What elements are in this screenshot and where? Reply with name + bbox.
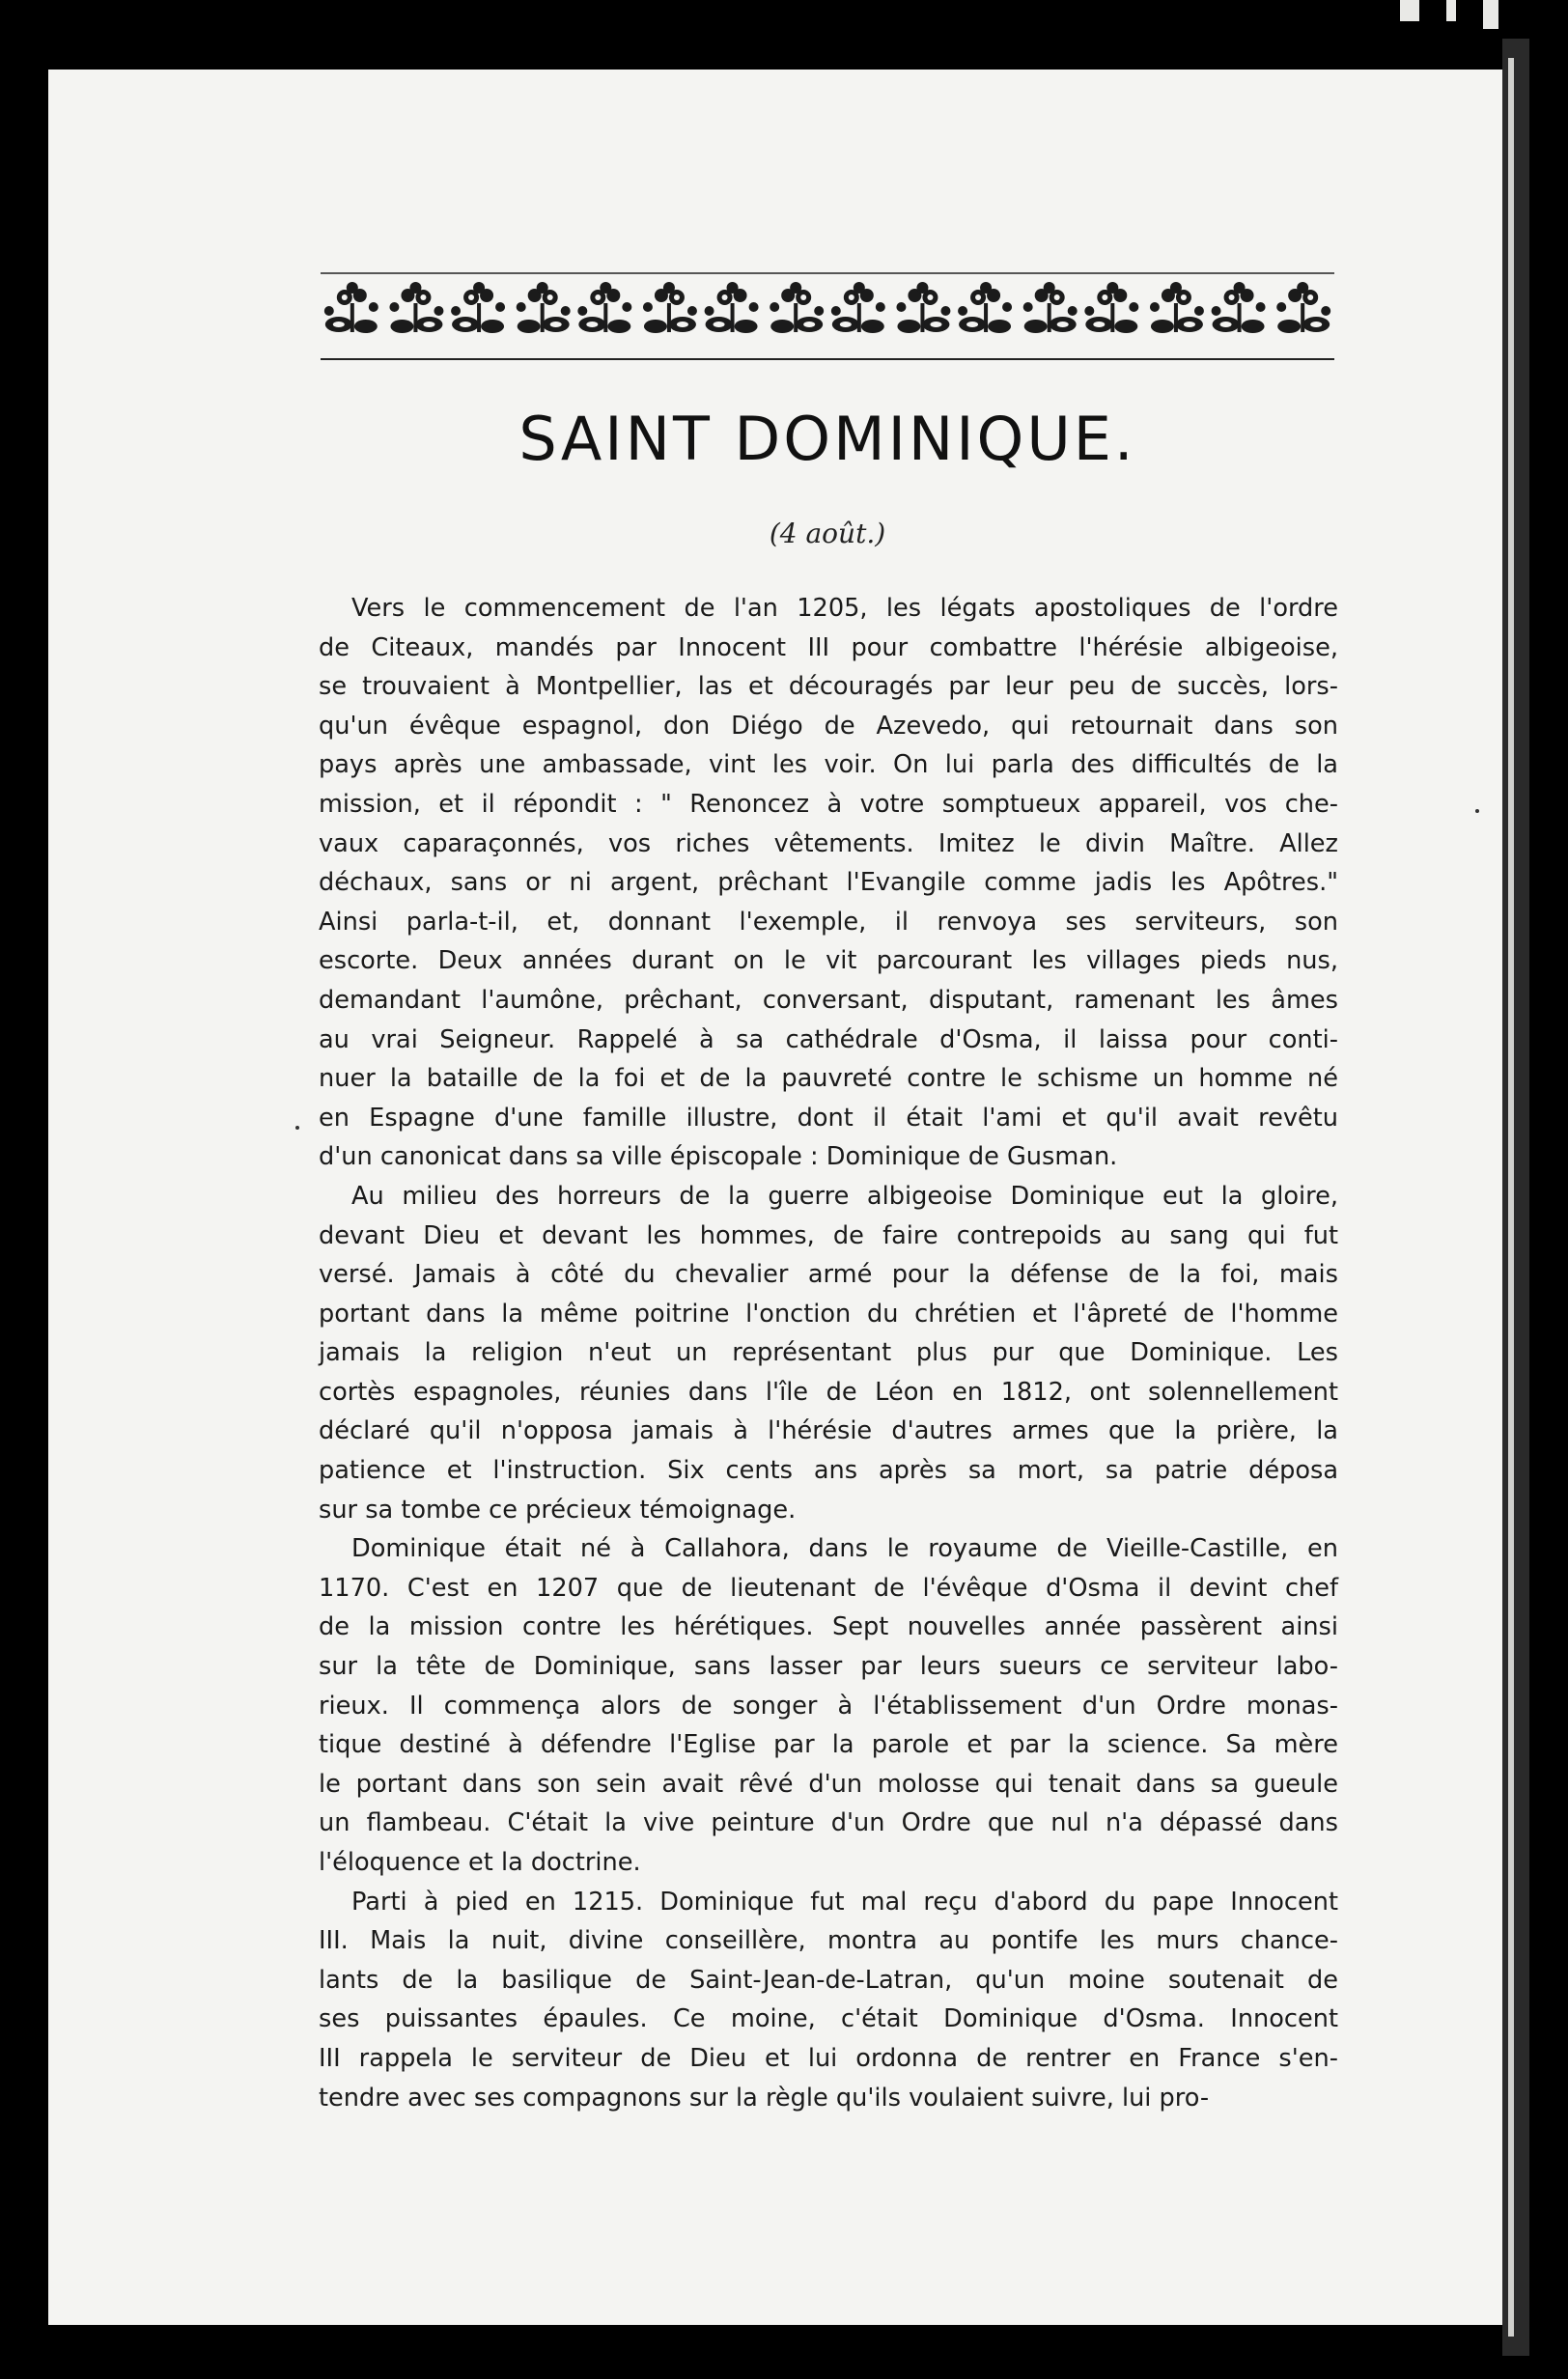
floral-motif bbox=[1150, 282, 1204, 333]
paragraph bbox=[319, 589, 1338, 1177]
text-line: de la mission contre les hérétiques. Sept nouvelles année passèrent ainsi bbox=[319, 1612, 1338, 1642]
text-line: patience et l'instruction. Six cents ans après sa mort, sa patrie déposa bbox=[319, 1456, 1338, 1486]
text-line: portant dans la même poitrine l'onction du chrétien et l'âpreté de l'homme bbox=[319, 1299, 1338, 1329]
text-line: rieux. Il commença alors de songer à l'établissement d'un Ordre monas- bbox=[319, 1691, 1338, 1721]
text-line: déchaux, sans or ni argent, prêchant l'Evangile comme jadis les Apôtres." bbox=[319, 868, 1338, 898]
floral-motif bbox=[324, 282, 378, 333]
floral-motif bbox=[705, 282, 759, 333]
feast-date: (4 août.) bbox=[769, 518, 886, 549]
floral-motif bbox=[1276, 282, 1330, 333]
scan-artifact bbox=[1446, 0, 1456, 21]
text-line: cortès espagnoles, réunies dans l'île de Léon en 1812, ont solennellement bbox=[319, 1377, 1338, 1407]
text-line: escorte. Deux années durant on le vit parcourant les villages pieds nus, bbox=[319, 946, 1338, 976]
paragraph bbox=[319, 1883, 1338, 2118]
floral-motif bbox=[1084, 282, 1138, 333]
floral-ornament-band bbox=[321, 270, 1334, 363]
page-edge bbox=[1508, 58, 1514, 2337]
text-line: III rappela le serviteur de Dieu et lui ordonna de rentrer en France s'en- bbox=[319, 2043, 1338, 2073]
text-line: au vrai Seigneur. Rappelé à sa cathédrale d'Osma, il laissa pour conti- bbox=[319, 1024, 1338, 1054]
text-line: tique destiné à défendre l'Eglise par la parole et par la science. Sa mère bbox=[319, 1730, 1338, 1760]
text-line: lants de la basilique de Saint-Jean-de-Latran, qu'un moine soutenait de bbox=[319, 1965, 1338, 1995]
scan-artifact bbox=[1483, 0, 1498, 29]
floral-motif bbox=[517, 282, 571, 333]
floral-motif bbox=[1212, 282, 1266, 333]
text-line: de Citeaux, mandés par Innocent III pour combattre l'hérésie albigeoise, bbox=[319, 632, 1338, 662]
text-line: jamais la religion n'eut un représentant plus pur que Dominique. Les bbox=[319, 1338, 1338, 1368]
text-line: d'un canonicat dans sa ville épiscopale : Dominique de Gusman. bbox=[319, 1142, 1118, 1172]
paragraph bbox=[319, 1529, 1338, 1882]
page-title: SAINT DOMINIQUE. bbox=[518, 404, 1136, 474]
article-body bbox=[319, 589, 1338, 2117]
text-line: demandant l'aumône, prêchant, conversant, disputant, ramenant les âmes bbox=[319, 985, 1338, 1015]
text-line: un flambeau. C'était la vive peinture d'un Ordre que nul n'a dépassé dans bbox=[319, 1808, 1338, 1838]
text-line: en Espagne d'une famille illustre, dont il était l'ami et qu'il avait revêtu bbox=[319, 1103, 1338, 1133]
floral-motif bbox=[389, 282, 443, 333]
text-line: Dominique était né à Callahora, dans le royaume de Vieille-Castille, en bbox=[351, 1534, 1338, 1564]
floral-motif bbox=[958, 282, 1012, 333]
text-line: Parti à pied en 1215. Dominique fut mal reçu d'abord du pape Innocent bbox=[351, 1887, 1338, 1917]
floral-motif bbox=[770, 282, 824, 333]
text-line: vaux caparaçonnés, vos riches vêtements. Imitez le divin Maître. Allez bbox=[319, 828, 1338, 858]
paragraph bbox=[319, 1177, 1338, 1529]
text-line: le portant dans son sein avait rêvé d'un molosse qui tenait dans sa gueule bbox=[319, 1769, 1338, 1799]
page-edge-shadow bbox=[1502, 39, 1529, 2356]
floral-motif bbox=[896, 282, 950, 333]
floral-motif bbox=[1023, 282, 1078, 333]
text-line: devant Dieu et devant les hommes, de faire contrepoids au sang qui fut bbox=[319, 1220, 1338, 1250]
text-line: l'éloquence et la doctrine. bbox=[319, 1848, 641, 1877]
floral-motif bbox=[643, 282, 697, 333]
floral-motif bbox=[451, 282, 505, 333]
text-line: pays après une ambassade, vint les voir. On lui parla des difficultés de la bbox=[319, 750, 1338, 780]
text-line: 1170. C'est en 1207 que de lieutenant de l'évêque d'Osma il devint chef bbox=[319, 1573, 1338, 1603]
text-line: tendre avec ses compagnons sur la règle qu'ils voulaient suivre, lui pro- bbox=[319, 2083, 1210, 2113]
text-line: Au milieu des horreurs de la guerre albigeoise Dominique eut la gloire, bbox=[351, 1181, 1338, 1211]
text-line: versé. Jamais à côté du chevalier armé pour la défense de la foi, mais bbox=[319, 1260, 1338, 1290]
text-line: sur la tête de Dominique, sans lasser par leurs sueurs ce serviteur labo- bbox=[319, 1652, 1338, 1682]
ink-speck bbox=[295, 1126, 299, 1130]
text-line: mission, et il répondit : " Renoncez à votre somptueux appareil, vos che- bbox=[319, 789, 1338, 819]
text-line: III. Mais la nuit, divine conseillère, montra au pontife les murs chance- bbox=[319, 1926, 1338, 1956]
text-line: se trouvaient à Montpellier, las et découragés par leur peu de succès, lors- bbox=[319, 672, 1338, 702]
text-line: sur sa tombe ce précieux témoignage. bbox=[319, 1495, 797, 1525]
floral-motif bbox=[831, 282, 885, 333]
text-line: Ainsi parla-t-il, et, donnant l'exemple, il renvoya ses serviteurs, son bbox=[319, 907, 1338, 937]
scan-artifact bbox=[1400, 0, 1419, 21]
floral-motif bbox=[577, 282, 631, 333]
text-line: nuer la bataille de la foi et de la pauvreté contre le schisme un homme né bbox=[319, 1064, 1338, 1094]
text-line: déclaré qu'il n'opposa jamais à l'hérésie d'autres armes que la prière, la bbox=[319, 1416, 1338, 1446]
ink-speck bbox=[1475, 809, 1479, 813]
text-line: Vers le commencement de l'an 1205, les légats apostoliques de l'ordre bbox=[351, 594, 1338, 623]
text-line: ses puissantes épaules. Ce moine, c'était Dominique d'Osma. Innocent bbox=[319, 2004, 1338, 2034]
text-line: qu'un évêque espagnol, don Diégo de Azevedo, qui retournait dans son bbox=[319, 711, 1338, 741]
